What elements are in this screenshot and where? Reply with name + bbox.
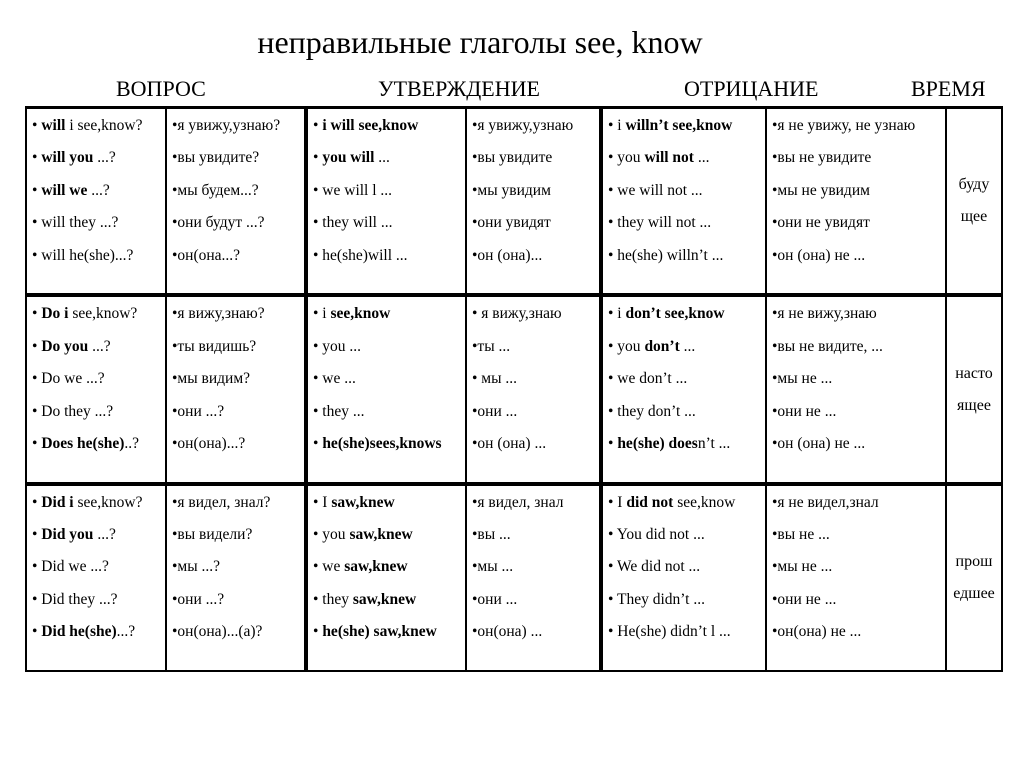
text-segment: ..? bbox=[124, 434, 140, 452]
table-line bbox=[772, 338, 945, 370]
table-line bbox=[608, 558, 765, 590]
text-segment: don’t bbox=[644, 337, 680, 355]
verb-table bbox=[25, 106, 1003, 672]
cell-affirmative-en bbox=[306, 108, 466, 296]
text-segment: •вы видели? bbox=[172, 526, 253, 544]
table-line bbox=[472, 247, 599, 279]
text-segment: Did you bbox=[41, 526, 94, 544]
table-line bbox=[172, 435, 304, 467]
text-segment: •они ... bbox=[472, 590, 518, 608]
text-segment: • bbox=[32, 305, 42, 323]
table-line bbox=[608, 494, 765, 526]
table-line bbox=[608, 149, 765, 181]
text-segment: • will he(she)...? bbox=[32, 246, 134, 264]
table-line bbox=[32, 435, 165, 467]
tense-label-line: насто bbox=[955, 364, 993, 382]
tense-label-line: щее bbox=[960, 208, 988, 226]
header-time: ВРЕМЯ bbox=[911, 76, 986, 101]
text-segment: •он(она...? bbox=[172, 246, 241, 264]
text-segment: will bbox=[41, 117, 66, 134]
text-segment: •вы ... bbox=[472, 526, 511, 544]
text-segment: ...? bbox=[93, 526, 116, 544]
text-segment: i will see,know bbox=[322, 117, 419, 134]
table-line bbox=[608, 338, 765, 370]
text-segment: •они не ... bbox=[772, 590, 837, 608]
table-line bbox=[472, 435, 599, 467]
text-segment: • They didn’t ... bbox=[608, 590, 705, 608]
table-line bbox=[172, 182, 304, 214]
table-line bbox=[313, 623, 465, 655]
cell-negative-en bbox=[601, 484, 766, 671]
text-segment: ...? bbox=[93, 149, 116, 167]
table-line bbox=[472, 305, 599, 337]
table-line bbox=[172, 370, 304, 402]
table-line bbox=[172, 149, 304, 181]
text-segment: • Do they ...? bbox=[32, 402, 114, 420]
table-line bbox=[472, 214, 599, 246]
cell-question-ru bbox=[166, 484, 306, 671]
page-title: неправильные глаголы see, know bbox=[257, 24, 703, 60]
text-segment: • Did we ...? bbox=[32, 558, 109, 576]
table-line bbox=[313, 214, 465, 246]
table-line bbox=[313, 526, 465, 558]
text-segment: •мы ...? bbox=[172, 558, 221, 576]
text-segment: • bbox=[608, 434, 618, 452]
text-segment: • they don’t ... bbox=[608, 402, 696, 420]
text-segment: •он(она) не ... bbox=[772, 623, 862, 641]
text-segment: ...? bbox=[88, 337, 111, 355]
text-segment: •я увижу,узнаю? bbox=[172, 117, 281, 134]
text-segment: • he(she) willn’t ... bbox=[608, 246, 724, 264]
tense-label-line: едшее bbox=[953, 584, 995, 602]
table-line bbox=[608, 247, 765, 279]
cell-negative-ru bbox=[766, 484, 946, 671]
text-segment: •я увижу,узнаю bbox=[472, 117, 574, 134]
text-segment: •они ...? bbox=[172, 590, 225, 608]
text-segment: • bbox=[32, 434, 42, 452]
text-segment: Does he(she) bbox=[41, 434, 125, 452]
table-line bbox=[313, 591, 465, 623]
table-line bbox=[772, 149, 945, 181]
text-segment: • bbox=[32, 117, 42, 134]
text-segment: •вы не ... bbox=[772, 526, 830, 544]
text-segment: • Do we ...? bbox=[32, 370, 105, 388]
text-segment: you will bbox=[322, 149, 375, 167]
table-line bbox=[172, 591, 304, 623]
text-segment: •он (она) ... bbox=[472, 434, 547, 452]
text-segment: • bbox=[32, 493, 42, 511]
table-line bbox=[472, 338, 599, 370]
text-segment: Did i bbox=[41, 493, 74, 511]
text-segment: will you bbox=[41, 149, 94, 167]
text-segment: • bbox=[32, 181, 42, 199]
text-segment: see,know bbox=[673, 493, 736, 511]
cell-question-en bbox=[26, 295, 166, 483]
text-segment: i see,know? bbox=[65, 117, 143, 134]
text-segment: •вы увидите? bbox=[172, 149, 260, 167]
text-segment: •они не ... bbox=[772, 402, 837, 420]
table-line bbox=[313, 247, 465, 279]
text-segment: don’t see,know bbox=[625, 305, 725, 323]
table-line bbox=[472, 117, 599, 149]
table-line bbox=[172, 623, 304, 655]
text-segment: Did he(she) bbox=[41, 623, 117, 641]
table-line bbox=[313, 558, 465, 590]
cell-negative-en bbox=[601, 108, 766, 296]
text-segment: he(she) does bbox=[617, 434, 698, 452]
table-line bbox=[772, 370, 945, 402]
table-line bbox=[32, 182, 165, 214]
table-line bbox=[608, 526, 765, 558]
table-line bbox=[472, 182, 599, 214]
text-segment: • bbox=[313, 149, 323, 167]
table-line bbox=[313, 370, 465, 402]
text-segment: • He(she) didn’t l ... bbox=[608, 623, 731, 641]
text-segment: •вы увидите bbox=[472, 149, 553, 167]
table-line bbox=[172, 494, 304, 526]
table-line bbox=[772, 403, 945, 435]
table-line bbox=[472, 370, 599, 402]
text-segment: •ты ... bbox=[472, 337, 511, 355]
text-segment: • bbox=[313, 623, 323, 641]
text-segment: see,know? bbox=[68, 305, 138, 323]
table-line bbox=[772, 494, 945, 526]
text-segment: •я вижу,знаю? bbox=[172, 305, 265, 323]
text-segment: •я видел, знал? bbox=[172, 493, 271, 511]
text-segment: saw,knew bbox=[344, 558, 408, 576]
text-segment: • you ... bbox=[313, 337, 362, 355]
tense-label-line: прош bbox=[955, 552, 993, 570]
text-segment: •я не увижу, не узнаю bbox=[772, 117, 916, 134]
cell-negative-ru bbox=[766, 108, 946, 296]
text-segment: n’t ... bbox=[697, 434, 731, 452]
table-line bbox=[172, 526, 304, 558]
table-line bbox=[32, 558, 165, 590]
table-line bbox=[32, 305, 165, 337]
text-segment: •мы увидим bbox=[472, 181, 551, 199]
section-past bbox=[26, 484, 1002, 671]
text-segment: •они увидят bbox=[472, 214, 551, 232]
table-line bbox=[472, 558, 599, 590]
tense-label bbox=[946, 108, 1002, 296]
table-line bbox=[608, 435, 765, 467]
table-line bbox=[172, 338, 304, 370]
table-line bbox=[172, 214, 304, 246]
table-line bbox=[472, 526, 599, 558]
table-line bbox=[608, 117, 765, 149]
text-segment: • you bbox=[608, 337, 645, 355]
table-line bbox=[772, 558, 945, 590]
table-line bbox=[472, 623, 599, 655]
table-line bbox=[32, 403, 165, 435]
table-line bbox=[772, 182, 945, 214]
text-segment: • bbox=[32, 526, 42, 544]
text-segment: he(she)sees,knows bbox=[322, 434, 442, 452]
table-line bbox=[32, 338, 165, 370]
table-line bbox=[472, 403, 599, 435]
text-segment: saw,knew bbox=[331, 493, 395, 511]
text-segment: •мы будем...? bbox=[172, 181, 259, 199]
text-segment: •мы не ... bbox=[772, 558, 833, 576]
table-line bbox=[608, 403, 765, 435]
text-segment: •мы видим? bbox=[172, 370, 251, 388]
text-segment: will not bbox=[644, 149, 694, 167]
text-segment: Do you bbox=[41, 337, 89, 355]
table-line bbox=[772, 305, 945, 337]
text-segment: •они ...? bbox=[172, 402, 225, 420]
table-line bbox=[32, 591, 165, 623]
header-affirmative: УТВЕРЖДЕНИЕ bbox=[378, 76, 540, 101]
text-segment: • we don’t ... bbox=[608, 370, 688, 388]
text-segment: he(she) saw,knew bbox=[322, 623, 437, 641]
text-segment: •вы не видите, ... bbox=[772, 337, 883, 355]
table-line bbox=[32, 117, 165, 149]
text-segment: •они будут ...? bbox=[172, 214, 265, 232]
table-line bbox=[313, 117, 465, 149]
text-segment: • We did not ... bbox=[608, 558, 701, 576]
text-segment: •он(она) ... bbox=[472, 623, 543, 641]
cell-question-ru bbox=[166, 295, 306, 483]
text-segment: • we ... bbox=[313, 370, 356, 388]
text-segment: • I bbox=[313, 493, 332, 511]
section-present bbox=[26, 295, 1002, 483]
table-line bbox=[772, 117, 945, 149]
text-segment: •мы не ... bbox=[772, 370, 833, 388]
text-segment: •он (она) не ... bbox=[772, 434, 866, 452]
text-segment: did not bbox=[626, 493, 674, 511]
table-line bbox=[32, 494, 165, 526]
text-segment: • they ... bbox=[313, 402, 365, 420]
table-line bbox=[313, 182, 465, 214]
table-line bbox=[32, 526, 165, 558]
text-segment: see,know? bbox=[73, 493, 143, 511]
table-line bbox=[472, 149, 599, 181]
cell-question-en bbox=[26, 484, 166, 671]
table-line bbox=[172, 305, 304, 337]
text-segment: • i bbox=[608, 305, 626, 323]
text-segment: •они не увидят bbox=[772, 214, 870, 232]
section-future bbox=[26, 108, 1002, 296]
table-line bbox=[172, 247, 304, 279]
text-segment: • you bbox=[313, 526, 350, 544]
text-segment: • я вижу,знаю bbox=[472, 305, 562, 323]
text-segment: • You did not ... bbox=[608, 526, 705, 544]
text-segment: • bbox=[313, 117, 323, 134]
text-segment: • bbox=[313, 434, 323, 452]
cell-affirmative-en bbox=[306, 295, 466, 483]
header-negative: ОТРИЦАНИЕ bbox=[684, 76, 819, 101]
text-segment: • we will not ... bbox=[608, 181, 703, 199]
table-line bbox=[772, 623, 945, 655]
header-question: ВОПРОС bbox=[116, 76, 206, 101]
text-segment: Do i bbox=[41, 305, 69, 323]
text-segment: •я видел, знал bbox=[472, 493, 564, 511]
table-line bbox=[608, 623, 765, 655]
text-segment: • i bbox=[608, 117, 626, 134]
text-segment: saw,knew bbox=[352, 590, 417, 608]
cell-affirmative-ru bbox=[466, 108, 601, 296]
table-line bbox=[32, 214, 165, 246]
table-line bbox=[608, 305, 765, 337]
table-line bbox=[772, 435, 945, 467]
table-line bbox=[772, 214, 945, 246]
table-line bbox=[472, 494, 599, 526]
cell-affirmative-en bbox=[306, 484, 466, 671]
table-line bbox=[472, 591, 599, 623]
tense-label bbox=[946, 295, 1002, 483]
table-line bbox=[172, 403, 304, 435]
table-line bbox=[608, 214, 765, 246]
cell-affirmative-ru bbox=[466, 295, 601, 483]
table-line bbox=[313, 149, 465, 181]
tense-label-line: буду bbox=[958, 176, 990, 194]
text-segment: ... bbox=[679, 337, 696, 355]
table-line bbox=[772, 247, 945, 279]
table-line bbox=[32, 149, 165, 181]
text-segment: ...? bbox=[87, 181, 110, 199]
text-segment: • i bbox=[313, 305, 331, 323]
text-segment: • bbox=[32, 337, 42, 355]
text-segment: •он (она)... bbox=[472, 246, 543, 264]
text-segment: • I bbox=[608, 493, 627, 511]
text-segment: • they will not ... bbox=[608, 214, 712, 232]
text-segment: • Did they ...? bbox=[32, 590, 118, 608]
tense-label-line: ящее bbox=[957, 396, 991, 414]
tense-label bbox=[946, 484, 1002, 671]
text-segment: • we bbox=[313, 558, 345, 576]
text-segment: •мы ... bbox=[472, 558, 514, 576]
text-segment: ... bbox=[693, 149, 710, 167]
text-segment: ... bbox=[374, 149, 390, 167]
text-segment: •они ... bbox=[472, 402, 518, 420]
text-segment: • will they ...? bbox=[32, 214, 119, 232]
table-line bbox=[32, 247, 165, 279]
text-segment: •он (она) не ... bbox=[772, 246, 866, 264]
table-line bbox=[608, 182, 765, 214]
cell-question-ru bbox=[166, 108, 306, 296]
text-segment: see,know bbox=[330, 305, 391, 323]
table-line bbox=[32, 623, 165, 655]
text-segment: •он(она)...(а)? bbox=[172, 623, 263, 641]
table-line bbox=[772, 526, 945, 558]
table-line bbox=[608, 591, 765, 623]
text-segment: willn’t see,know bbox=[625, 117, 733, 134]
text-segment: •я не видел,знал bbox=[772, 493, 879, 511]
table-line bbox=[313, 494, 465, 526]
text-segment: • they will ... bbox=[313, 214, 393, 232]
table-line bbox=[172, 117, 304, 149]
table-line bbox=[313, 435, 465, 467]
text-segment: saw,knew bbox=[349, 526, 413, 544]
table-line bbox=[32, 370, 165, 402]
text-segment: ...? bbox=[116, 623, 136, 641]
text-segment: •мы не увидим bbox=[772, 181, 870, 199]
text-segment: • we will l ... bbox=[313, 181, 393, 199]
table-line bbox=[172, 558, 304, 590]
text-segment: • мы ... bbox=[472, 370, 518, 388]
cell-negative-en bbox=[601, 295, 766, 483]
table-line bbox=[313, 338, 465, 370]
cell-affirmative-ru bbox=[466, 484, 601, 671]
table-line bbox=[313, 305, 465, 337]
text-segment: will we bbox=[41, 181, 88, 199]
cell-question-en bbox=[26, 108, 166, 296]
text-segment: • they bbox=[313, 590, 353, 608]
text-segment: • bbox=[32, 149, 42, 167]
text-segment: • he(she)will ... bbox=[313, 246, 408, 264]
text-segment: • you bbox=[608, 149, 645, 167]
text-segment: •вы не увидите bbox=[772, 149, 872, 167]
cell-negative-ru bbox=[766, 295, 946, 483]
text-segment: • bbox=[32, 623, 42, 641]
text-segment: •он(она)...? bbox=[172, 434, 246, 452]
table-line bbox=[313, 403, 465, 435]
text-segment: •я не вижу,знаю bbox=[772, 305, 877, 323]
table-line bbox=[772, 591, 945, 623]
text-segment: •ты видишь? bbox=[172, 337, 257, 355]
table-line bbox=[608, 370, 765, 402]
